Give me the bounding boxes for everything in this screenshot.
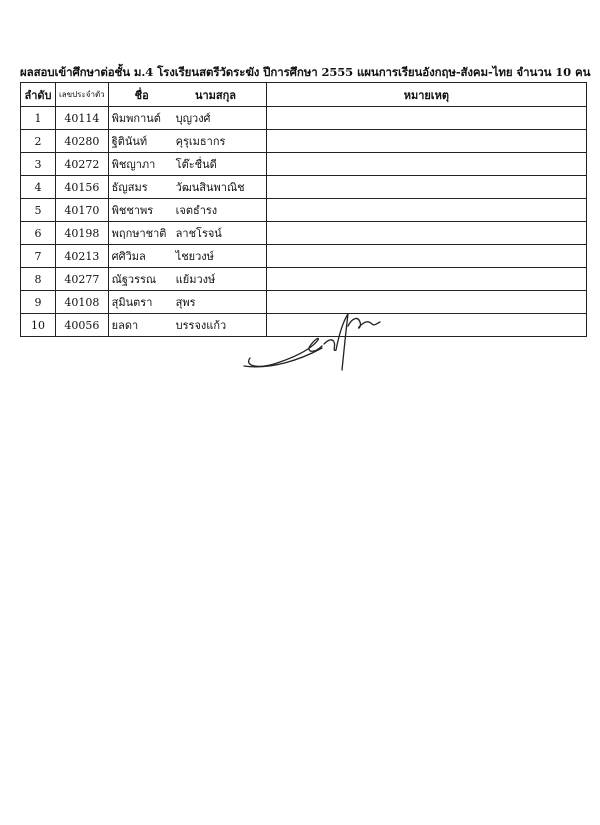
cell-order: 7: [21, 245, 56, 268]
table-row: [21, 153, 587, 176]
cell-order: 8: [21, 268, 56, 291]
cell-exam-id: 40114: [56, 107, 109, 130]
document-title: ผลสอบเข้าศึกษาต่อชั้น ม.4 โรงเรียนสตรีวัดระฆัง ปีการศึกษา 2555 แผนการเรียนอังกฤษ-สังคม-ไทย จำนวน 10 คน: [20, 65, 591, 79]
admission-results-table: [20, 82, 587, 337]
table-row: [21, 107, 587, 130]
cell-name: [108, 153, 266, 176]
last-name: คุรุเมธากร: [175, 135, 226, 148]
cell-remarks: [266, 268, 586, 291]
cell-name: [108, 199, 266, 222]
table-header-row: [21, 83, 587, 107]
cell-order: 5: [21, 199, 56, 222]
table-row: [21, 222, 587, 245]
cell-remarks: [266, 222, 586, 245]
header-first-name: ชื่อ: [134, 88, 149, 102]
cell-remarks: [266, 176, 586, 199]
first-name: พิมพกานต์: [111, 112, 161, 125]
last-name: แย้มวงษ์: [175, 273, 216, 286]
first-name: ธัญสมร: [111, 181, 148, 194]
last-name: วัฒนสินพาณิช: [175, 181, 245, 194]
cell-name: [108, 176, 266, 199]
cell-order: 3: [21, 153, 56, 176]
table-row: [21, 176, 587, 199]
cell-order: 9: [21, 291, 56, 314]
table-row: [21, 199, 587, 222]
cell-exam-id: 40213: [56, 245, 109, 268]
last-name: ไชยวงษ์: [175, 250, 214, 263]
cell-exam-id: 40156: [56, 176, 109, 199]
last-name: เจตธำรง: [175, 204, 218, 217]
cell-name: [108, 245, 266, 268]
last-name: บรรจงแก้ว: [175, 319, 227, 332]
first-name: พิชชาพร: [111, 204, 154, 217]
cell-order: 2: [21, 130, 56, 153]
cell-exam-id: 40280: [56, 130, 109, 153]
header-exam-id: เลขประจำตัว: [56, 83, 109, 107]
cell-order: 4: [21, 176, 56, 199]
cell-remarks: [266, 153, 586, 176]
first-name: พฤกษาชาติ: [111, 227, 167, 240]
last-name: ลาชโรจน์: [175, 227, 222, 240]
cell-remarks: [266, 199, 586, 222]
first-name: พิชญาภา: [111, 158, 156, 171]
cell-exam-id: 40170: [56, 199, 109, 222]
first-name: ณัฐวรรณ: [111, 273, 157, 286]
table-row: [21, 130, 587, 153]
last-name: โต๊ะชื่นดี: [175, 158, 217, 171]
header-last-name: นามสกุล: [194, 88, 237, 102]
signature-icon: [240, 300, 390, 380]
first-name: สุมินตรา: [111, 296, 153, 309]
first-name: ฐิตินันท์: [111, 135, 148, 148]
cell-order: 10: [21, 314, 56, 337]
first-name: ยลดา: [111, 319, 139, 332]
header-remarks: หมายเหตุ: [266, 83, 586, 107]
last-name: บุญวงศ์: [175, 112, 211, 125]
cell-name: [108, 130, 266, 153]
cell-exam-id: 40198: [56, 222, 109, 245]
last-name: สุพร: [175, 296, 196, 309]
header-order: ลำดับ: [21, 83, 56, 107]
cell-order: 6: [21, 222, 56, 245]
cell-name: [108, 268, 266, 291]
cell-exam-id: 40108: [56, 291, 109, 314]
cell-remarks: [266, 245, 586, 268]
header-name: [108, 83, 266, 107]
cell-remarks: [266, 107, 586, 130]
cell-name: [108, 107, 266, 130]
first-name: ศศิวิมล: [111, 250, 146, 263]
cell-remarks: [266, 130, 586, 153]
table-row: [21, 245, 587, 268]
cell-name: [108, 222, 266, 245]
cell-exam-id: 40056: [56, 314, 109, 337]
table-row: [21, 268, 587, 291]
cell-exam-id: 40272: [56, 153, 109, 176]
cell-order: 1: [21, 107, 56, 130]
cell-exam-id: 40277: [56, 268, 109, 291]
